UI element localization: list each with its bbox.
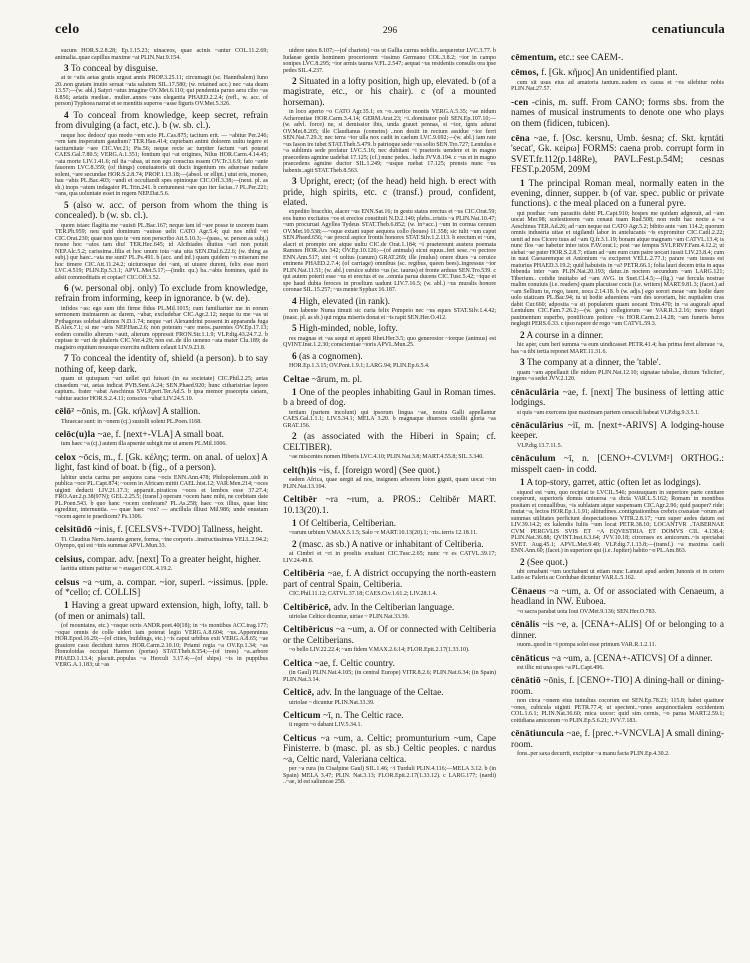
headword: Celticē, <box>283 688 315 699</box>
dictionary-entry <box>511 98 724 129</box>
citation-block <box>55 376 268 402</box>
page-header <box>0 0 750 40</box>
catchword-right: cenatiuncula <box>651 21 725 36</box>
headword: Celticum <box>283 711 321 722</box>
citation-text: non labente Numa timuit sic curia felix Pompeio nec ~us eques STAT.Silv.1.4.42; (masc. pl. as sb.) qui regna miseris donat et ~is rapit SEN.Her.O.412. <box>283 308 496 321</box>
sense-number: 4 <box>64 110 69 121</box>
entry-text: ~a ~um, a. [CENA+-ATICVS] Of a dinner. <box>551 653 713 664</box>
sense-definition <box>283 77 496 108</box>
headword: cēmentum, <box>511 53 557 63</box>
headword: cēlō² <box>55 407 75 418</box>
citation-text: ii regem ~o dabant LIV.5.34.1. <box>289 722 362 729</box>
dictionary-entry <box>283 495 496 516</box>
definition-text: (w. personal obj. only) To exclude from knowledge, refrain from informing, keep in ignorance. b (w. de). <box>55 284 268 305</box>
citation-text: est illic mi una spes ~a PL.Capt.496. <box>517 664 604 671</box>
citation-text: non circa ~onem eius tumultus cocorum est SEN.Ep.78.23; 115.8; habet quattuor ~ones, cubicula uiginti PETR.77.4; ut spectent..~ones aequinoctialem occidentem COL.1.6.1; PLIN.Nat.36.60; mica uocor: quid sim cernis, ~o parua MART.2.59.1; cottidiana amicorum ~o PLIN.Ep.5.6.21; JVV.7.183. <box>511 698 724 724</box>
sense-number: 5 <box>292 324 297 335</box>
sense-number: 1 <box>520 178 525 189</box>
sense-number: 3 <box>292 177 297 188</box>
citation-text: quam ut quisquam ~ari uellet qui fuisset (in ea societate) CIC.Phil.2.25; aetas cinaedum ~at, aetas indicat PVB.Sent.A.24; SEN.Phaed.920; hunc citharistriae lepore captum.. frater ~abat Aeschinus SVLP.peri.Ter.Ad.5. b ipsa memor praecepta canam, ~abitur auctor HOR.S.2.4.11; conscios ~abat LIV.24.5.10. <box>55 376 268 402</box>
citation-text: Thraecae sunt: in ~onem (cj.) sustolli solent PL.Poen.1168. <box>61 418 202 425</box>
column-right <box>511 48 724 786</box>
citation-block <box>511 751 724 758</box>
dictionary-entry <box>511 421 724 442</box>
dictionary-entry <box>283 688 496 698</box>
headword: Celtibēr <box>283 495 318 506</box>
definition-text: High, elevated (in rank). <box>298 296 391 307</box>
sense-definition <box>283 177 496 208</box>
citation-block <box>55 623 268 669</box>
dictionary-entry <box>283 466 496 476</box>
citation-text: at te ~atis aetas gratis urgeat annis PROP.3.25.11; circumagit (sc. Hannibalem) Iuno 20..non gratam inuito seruat ~ata salutem SIL.17.580; (w. retained acc.) nec ~ata deam 13.57;—(w. abl.) Satyri ~atus imagine OV.Met.6.110; qui pendentia paruo aera cibo ~as 8.856; aetatis mediae.. mulier..annos ~ans elegantia PHAED.2.2.4; (refl., w. acc. of person) Typhoea narrat et se mentitis superos ~asse figuris OV.Met.5.326. <box>55 75 268 108</box>
citation-block <box>283 454 496 461</box>
sense-number: 2 <box>520 557 525 568</box>
sense-number: 6 <box>292 351 297 362</box>
headword: Celtica <box>283 658 313 669</box>
citation-block <box>55 133 268 198</box>
citation-block <box>283 551 496 564</box>
headword: Celtibēricus <box>283 625 334 636</box>
headword: cēna <box>511 134 530 145</box>
citation-text: HOR.Ep.1.3.15; OV.Pont.1.9.1; LARG.94; PLIN.Ep.6.5.4. <box>289 363 430 370</box>
headword: cēnālis <box>511 620 540 631</box>
citation-block <box>55 419 268 426</box>
definition-text: Of Celtiberia, Celtiberian. <box>298 518 397 529</box>
citation-text: si quis ~am exercens ipse maximam partem cenaculi habeat VLP.dig.9.3.5.1. <box>517 409 700 416</box>
citation-block <box>283 530 496 537</box>
headword: Celticus <box>283 733 317 744</box>
entry-text: ~ī, n. The Celtic race. <box>323 711 404 722</box>
citation-block <box>283 410 496 430</box>
definition-text: A course in a dinner. <box>526 330 604 341</box>
citation-text: quom istaec flagitia me ~auisti PL.Bac.167; neque iam id ~are posse te uxorem tuam TER.Ph.959; neu quid dominum ~auisse uelit CATO Agr.5.4; qui nos nihil ~et CIC.Orat.230; quae non quo te ~em non perscribo Att.5.10.3;—(pass., w. person as subj.) nosne hoc ~atos tam diu! TER.Hec.645; id Alcibiades diutius ~ari non potuit NEP.Alc.5.2; carissima..filia et hoc unum tota ~ata uita SEN.Dial.6.22.6; (w. thing as subj.) qur haec..~ata me sunt? PL.Ps.491. b (acc. and inf.) quam quidem ~o miseram me hoc timere CIC.Att.11.24.2; uicturosque dei ~ant, ut uiuere durent, felix esse mori LVC.4.519; PLIN.Ep.5.3.1; APVL.Met.5.17;—(indir. qu.) ba..~abis homines, quid iis adsit commoditatis et copiae? CIC.Off.3.52. <box>55 222 268 281</box>
citation-block <box>283 308 496 321</box>
citation-block <box>283 700 496 707</box>
sense-number: 6 <box>64 284 69 295</box>
citation-text: quam ~am appellauit ille nidum PLIN.Nat.12.10; signatae tabulae, dictum 'feliciter', ingens ~a sedet JVV.2.120. <box>511 369 724 383</box>
citation-text: sucum HOR.S.2.8.28; Ep.1.15.23; uinaceos, quae acinis ~antur COL.11.2.69; animalia..quae capillus maxime ~at PLIN.Nat.9.154. <box>55 48 268 61</box>
citation-text: ubi cenabant ~um uocitabant ut etiam nunc Lanuui apud aedem Iunonis et in cetero Latio ac Faleris ac Cordubae dicuntur VAR.L.5.162. <box>511 568 724 582</box>
citation-block <box>55 75 268 108</box>
citation-text: uidere rates 8.107;—(of chariots) ~os ut Gallia currus nobilis..sequeretur LVC.3.77. b Iudaeae gentis hominem proceriorem ~issimo Germano COL.3.8.2; ~ior in campo sonipes LVC.8.295; ~ior armis taurus V.FL.2.547; aequat ~us residentis consulis ora ipse pedes SIL.4.237. <box>283 48 496 74</box>
headword: cēnātiuncula <box>511 729 565 740</box>
definition-text: A top-story, garret, attic (often let as lodgings). <box>526 478 701 489</box>
citation-text: at Cimbri et ~ri in proeliis exultant CIC.Tusc.2.65; nunc ~r es CATVL.39.17; LIV.24.49.8. <box>283 551 496 564</box>
sense-definition <box>283 352 496 362</box>
citation-block <box>511 342 724 355</box>
sense-number: 2 <box>292 539 297 550</box>
entry-text: compar. adv. [next] To a greater height, higher. <box>87 554 261 565</box>
sense-definition <box>55 601 268 622</box>
sense-definition <box>511 358 724 368</box>
dictionary-entry <box>511 587 724 608</box>
entry-text: adv. In the Celtiberian language. <box>333 602 455 613</box>
sense-definition <box>55 111 268 132</box>
definition-text: The principal Roman meal, normally eaten in the evening, dinner, supper. b (of var. spec. public or private functions). c the meal placed on a funeral pyre. <box>511 178 725 210</box>
headword: cēmos, <box>511 68 539 79</box>
entry-text: ~ra ~rum, a. PROS.: Celtibĕr MART. 10.13(20).1. <box>283 495 497 516</box>
citation-block <box>511 370 724 383</box>
citation-block <box>511 211 724 328</box>
text-columns <box>0 40 750 786</box>
definition-text: (also w. acc. of person from whom the thing is concealed). b (w. sb. cl.). <box>55 200 268 222</box>
sense-definition <box>55 284 268 305</box>
entry-text: f. [Gk. κῆμος] An unidentified plant. <box>541 68 678 79</box>
dictionary-entry <box>511 729 724 750</box>
entry-text: ~a ~um, a. Celtic; promunturium ~um, Cape Finisterre. b (masc. pl. as sb.) Celtic peoples. c nardus ~a, Celtic nard, Valeriana celtica. <box>283 733 497 765</box>
citation-block <box>55 566 268 573</box>
citation-text: labitur uncta carina per aequora cana ~ocis ENN.Ann.478; Philopolemum..uidi in publica ~oce PL.Capt.874; ~ocem in Africam mittit CAEL.hist.12; VAR.Men.214; ~oces uiginti deducti LIV.21.17.3; apparuit..piraticos ~oces et lembos esse 37.27.4; FRO.Aur.2.p.38(97N); GEL.2.25.5; (transf.) operam ~ocem hanc mihi, ne corbitam date PL.Poen.543. b quo hanc ~ocem conferam? PL.As.258; haec ~ox illius, quae hinc egreditur, internuntia. — quae haec ~ox? — ancillula illiust Mil.986; unde onustam ~ocem agere te praedicem? Ps.1306. <box>55 474 268 520</box>
dictionary-entry <box>283 734 496 765</box>
citation-text: fons..per saxa decurrit, excipitur ~a manu facta PLIN.Ep.4.30.2. <box>517 751 670 758</box>
column-middle <box>283 48 496 786</box>
entry-text: ~ōcis, m., f. [Gk. κέλης; term. on anal. of uelox] A light, fast kind of boat. b (fig., of a person). <box>55 452 268 474</box>
citation-block <box>55 48 268 61</box>
entry-text: ~ae, f. [prec.+-VNCVLA] A small dining-room. <box>511 729 725 750</box>
dictionary-entry <box>283 375 496 385</box>
entry-text: ~a ~um, a. Of or associated with Cenaeum, a headland in NW. Euboea. <box>511 586 725 608</box>
citation-text: qui posthac ~am parasitis dabit PL.Capt.910; hospes me quidam adgnouit, ad ~am uocat Mer.98; scelestiorem ~am cenaui tuam Rud.508; non redit hac nocte a ~a Aeschinus TER.Ad.26; ad ~am neque eat CATO Agr.5.2; bibito ante ~am 114.2; quorum omnis industria uitae et uigilandi labor in antelucanis ~is expromitur CIC.Catil.2.22; uenit ad nos Cicero tuus ad ~am Q.fr.3.1.19; bonam atque magnam ~am CATVL.13.4; is nunc flos ~ae habetur inter istos FAV.orat.1; post ~ae tempus SVLP.RVF.Fam.4.12.2; ut siebat ~ae pater HOR.S.2.8.7; etiam ad ~am eum cum patre uocari iussit LIV.23.8.4; cum in naui Caesaremque et Antonium ~a exciperet VELL.2.77.1; parare ~am iussus est maturius PHAED.3.19.2; quid habuistis in ~a? PETR.66.1; folia lauri decem trita in aqua bibenda inter ~am PLIN.Nat.20.193; datur..in noctem secundum ~am LARG.121; Tiberium.. cotidie inuitabo ad ~am AVG. in Suet.Cl.4.5;—(fig.) ~ae fercula nostrae malim conuiuis (i.e. readers) quam placuisse cocis (i.e. writers) MART.9.81.3; (facet.) ad ~am Sellium tu, rogo, taure, uoca 2.14.18. b (w. adjs.) ego sorori meae ~am hodie dare uolo uiaticam PL.Bac.94; tu ut hodie adueniens ~am des sororiam, hic nuptialem cras dabit Cur.660; adposita ~a sit popularem quam uocant Trin.470; in ~a augurali apud Lentulum CIC.Fam.7.26.2;—(w. gen.) collegiorum ~ae VAR.R.3.2.16; mero tinget pauimentum superbo, pontificum potiore ~is HOR.Carm.2.14.28; ~am funeris heres neglegit PERS.6.33. c ipso rapere de rogo ~am CATVL.59.3. <box>511 210 724 328</box>
definition-text: Having a great upward extension, high, lofty, tall. b (of men or animals) tall. <box>55 601 268 622</box>
headword: celt(h)is <box>283 465 317 476</box>
definition-text: The company at a dinner, the 'table'. <box>526 358 661 369</box>
entry-text: ~ae, f. Celtic country. <box>314 658 395 669</box>
dictionary-entry <box>511 454 724 475</box>
citation-block <box>283 766 496 786</box>
headword: celsitūdō <box>55 525 92 536</box>
headword: -cen <box>511 97 529 108</box>
entry-text: ~ārum, m. pl. <box>311 374 363 385</box>
citation-text: VLP.dig.13.7.11.5. <box>517 442 563 449</box>
sense-definition <box>283 432 496 453</box>
dictionary-entry <box>55 555 268 565</box>
sense-number: 1 <box>292 518 297 529</box>
sense-number: 1 <box>292 388 297 399</box>
citation-block <box>283 363 496 370</box>
dictionary-entry <box>283 659 496 669</box>
dictionary-entry <box>55 525 268 535</box>
sense-number: 7 <box>64 354 69 365</box>
sense-definition <box>511 558 724 568</box>
citation-text: eadem Africa, quae uergit ad nos, insignem arborem loton gignit, quam uocat ~im PLIN.Nat.13.104. <box>283 477 496 490</box>
citation-block <box>55 306 268 352</box>
headword: celōc(u)la <box>55 430 96 441</box>
dictionary-entry <box>283 625 496 646</box>
definition-text: (masc. as sb.) A native or inhabitant of Celtiberia. <box>298 539 484 550</box>
citation-text: (of mountains, etc.) ~osque ocris ANDR.poet.40(18); in ~is montibus ACC.trag.177; ~oque omnis de colle uideri iam poterat legio VERG.A.8.604; ~us..Appenninus HOR.Epod.16.29;—(of cities, buildings, etc.) ~is caput urbibus exit VERG.A.8.65; ~ae grauiore casu decidunt turres HOR.Carm.2.10.10; Priami regia ~a OV.Ep.1.34; ~as Homoloidas occupat Haemon (portas) STAT.Theb.8.354;—(of trees) ~a..arbore PHAED.1.13.4; placuit..populus ~a Herculi 3.17.4;—(of ships) ~is in puppibus VERG.A.1.183; ut ~as <box>55 623 268 669</box>
dictionary-entry <box>283 711 496 721</box>
citation-text: in loco aperto ~o CATO Agr.35.1; ex ~o..uertice montis VERG.A.5.35; ~ae nidum Acherontiae HOR.Carm.3.4.14; GERM.Arat.23; ~i..dominator poli SEN.Ep.107.10;—(w. advl. force) ne, si demissior ibis, unda grauet pennas, si ~ior, ignis adurat OV.Met.8.205; ille Claudianus (cometes) ..non desiit in rectum assidue ~ior ferri SEN.Nat.7.29.3; nec terra ~ior ulla nox cadit in caelum LVC.9.692;—(w. abl.) iam rate ~us Iason ire iubet STAT.Theb.5.479. b patrioque sede ~us solio SEN.Tro.727; Lentulus e ~a sublimis sede profatur LVC.5.16; nec dubitant ~i praetoris uendere et in magno praecedens agmine uadebat 17.125; (cf.) nunc pedes.. ludis JVV.8.194. c ~us et in magno praecedens agmine ductor SIL.1.249; ~usque ruebat 17.125; prensis nunc ~us habenis..agit STAT.Theb.8.563. <box>283 109 496 174</box>
headword: cēnātiō <box>511 676 541 687</box>
citation-block <box>511 665 724 672</box>
citation-text: CIC.Phil.11.12; CATVL.37.18; CAES.Civ.1.61.2; LIV.28.1.4. <box>289 591 438 598</box>
sense-definition <box>283 540 496 550</box>
citation-text: infidos ~as: ego sum tibi firme fidus PL.Mil.1015; cum familiariter me in eorum sermonem insinuarem ac darem, ~abar, excludebar CIC.Agr.2.12; neque tu me ~as ut Pythagoras solebat alienos N.D.1.74; neque ~ari Alexandrini possent in apparanda fuga B.Alex.7.1; si me ~aris NEP.Han.2.6; non poteram ~are meos..parentes OV.Ep.17.13; eodem consilio alterum ~auit, alterum oppressit FRON.Str.1.1.9; VLP.dig.43.24.7.2. b cupisse te ~ari de phaleris CIC.Ver.4.29; non est..de illo ueneno ~ata mater Clu.189; de magistro equitum nouoque exercitu militem celauit LIV.9.23.8. <box>55 305 268 351</box>
dictionary-entry <box>511 134 724 176</box>
dictionary-entry <box>511 388 724 409</box>
citation-block <box>511 490 724 555</box>
definition-text: (as associated with the Hiberi in Spain; cf. CELTIBER). <box>283 432 496 453</box>
entry-text: ~ae, f. [Osc. kersnu, Umb. śesna; cf. Skt. kṛntáti 'secat', Gk. κείρω] FORMS: caena prob. corrupt form in SVET.fr.112(p.148Re), PAVL.Fest.p.54M; cesnas FEST.p.205M, 209M <box>511 134 724 176</box>
column-left <box>55 48 268 786</box>
sense-number: 2 <box>520 330 525 341</box>
citation-text: uiriolae Celtice dicuntur, uiriae ~ PLIN.Nat.33.39. <box>289 613 409 620</box>
citation-block <box>283 209 496 294</box>
headword: cēnāculum <box>511 454 556 465</box>
citation-block <box>511 80 724 93</box>
entry-text: ~ōnis, m. [Gk. κήλων] A stallion. <box>76 407 201 418</box>
citation-text: laetitia uitium patitur se ~ euagari COL.4.19.2. <box>61 566 173 573</box>
sense-number: 3 <box>64 64 69 74</box>
entry-text: ~ae, f. [next] The business of letting attic lodgings. <box>511 387 724 409</box>
headword: celsus <box>55 577 80 588</box>
citation-block <box>283 647 496 654</box>
citation-block <box>55 537 268 550</box>
sense-definition <box>55 354 268 375</box>
definition-text: To conceal by disguise. <box>70 64 158 74</box>
citation-text: expedito bracchio, alacer ~us ENN.Sat.16; in gestu status erectus et ~us CIC.Orat.59; eos humo excitatos ~os et erectos constituit N.D.2.140; plebs..cristis ~a PLIN.Nat.10.47; ~um procuruat Agyllea Tydeus STAT.Theb.6.852; (w. in+acc.) ~um in cornua ceruum OV.Met.10.538;—~oque extant super aequora collo (boues) 11.358; sic tulit ~um caput SEN.Phaed.656; ~ae procul aspice frontis honores STAT.Silv.1.2.113. b erectum et ~um, alacri et prompto ore atque uultu CIC.de Orat.1.184; ~i praetereunt austera poemata Ramnes HOR.Ars 342; OV.Ep.10.126;—(of animals) sicut equus..fert sese..~o pectore ENN.Ann.517; sint ~i uoltus (canum) GRAT.269; ille (mulus) onere diues ~a ceruice eminens PHAED.2.7.4; (of carriage) omnibus (sc. regibus, queen bees)..ingressus ~ior PLIN.Nat.11.51; (w. abl.) ceruice subito ~us (sc. taurus) et fronte arduus SEN.Tro.539. c qui autem poterit esse ~us et erectus et ea ..omnia parua ducens CIC.Tusc.5.42; ~ique et spe haud dubia feroces in proelium uadunt LIV.7.16.5; (w. abl.) ~us muralis honore coronae SIL.15.257; ~us mente Syphax 16.187. <box>283 209 496 294</box>
citation-block <box>283 670 496 683</box>
citation-block <box>55 475 268 521</box>
citation-text: tertiam (partem incolunt) qui ipsorum lingua ~ae, nostra Galli appellantur CAES.Gal.1.1.1; LIV.5.34.1; MELA 3.20. b magnaque diuersos extollit gloria ~as GRAT.156. <box>283 409 496 429</box>
page-number: 296 <box>382 26 398 36</box>
citation-block <box>511 698 724 724</box>
headword: Celtibēricē, <box>283 602 332 613</box>
citation-text: tum haec ~a (cj.) autem illa apsente subigit me ut amem PL.Mil.1006. <box>61 441 227 448</box>
headword: Cēnaeus <box>511 586 546 597</box>
sense-definition <box>55 64 268 74</box>
citation-text: neque hoc dedocu' quo modo ~em scio PL.Cas.875; tacitum erit. — ~abitur Per.246; ~em tam insperatum gaudium? TER.Hau.414; cupiebam animi dolorem uultu tegere et taciturnitate ~are CIC.Ver.21; Pis.56; neque recte ac turpiter factum ~ari poterat CAES.Gal.7.80.5; VERG.A.1.351; fontium qui ~at origines, Nilus HOR.Carm.4.14.45; ~ata morte LIV.1.41.6; nil ita ~abas, ut non ego conscius essem OV.Tr.3.6.9; fato ~ante fauorem LVC.8.359; (of things) conuiuatoris uti ducis ingenium res aduersae nudare solent, ~are secundae HOR.S.2.8.74; PROP.1.13.18;—(absol. or ellipt.) utut eris, moneo, hau ~abis PL.Bac.403; ~andi et occultandi spes opinioque CIC.Off.3.38;—(neut. pl. as sb.) inops ~atum indagator PL.Trin.241. b certumnest ~are quo iter facias..? PL.Per.221; ~ans, qua uoluntate esset in regem NEP.Dat.5.6. <box>55 132 268 198</box>
citation-block <box>283 336 496 349</box>
entry-text: ~ae, f. [next+-VLA] A small boat. <box>97 430 224 441</box>
citation-block <box>55 441 268 448</box>
headword: cēnāticus <box>511 653 550 664</box>
citation-text: siquod est ~um, quo recipiat te LVCIL.546; posteaquam in superiore parte cenitare coeperunt, superioris domus uniuersa ~a dicta VAR.L.5.162; Romam in montibus positam et conuallibus, ~is sublatam atque suspensam CIC.Agr.2.96; quid pauper? ride: mutat ~a, lectos HOR.Ep.1.1.91; altitudines..contignationibus crebris coaxatae ~orum ad summas utilitates perficiunt despectationes VITR.2.8.17; ~um super aedes datum est LIV.39.14.2; ex kalendis Iuliis ~um locat PETR.38.10; LOCANTVR ..TABERNAE CVM PERGVLIS SVIS ET ~A EQVESTRIA ET DOMVS CIL 4.138.4; PLIN.Nat.36.88; QVINT.Inst.6.3.64; JVV.10.18; circenses ex amicorum..~is spectabat SVET. Aug.45.1; APVL.Met.9.40; VLP.dig.7.1.13.8;—(transf.) ~a maxima caeli ENN.Ann.60; (facet.) in superiore qui (i.e. Jupiter) habito ~o PL.Am.863. <box>511 489 724 555</box>
sense-definition <box>283 388 496 409</box>
dictionary-entry <box>511 68 724 78</box>
dictionary-entry <box>511 53 724 63</box>
dictionary-entry <box>283 569 496 590</box>
citation-text: ouom..quod in ~i pompa solet esse primum VAR.R.1.2.11. <box>517 642 657 649</box>
citation-text: ~rarum urbium V.MAX.5.1.5; Salo ~r MART.10.13(20).1; ~ris..terris 12.18.11. <box>289 530 478 537</box>
citation-block <box>511 642 724 649</box>
citation-text: ~ae miscentes nomen Hiberis LVC.4.10; PLIN.Nat.3.8; MART.4.55.8; SIL.3.340. <box>289 454 484 461</box>
citation-text: res magnas et ~as sequi et appeti Rhet.Her.3.5; quo generosior ~iorque (animus) est QVINT.Inst.1.2.30; conscientiae ~ioris APVL.Mun.25. <box>283 335 496 349</box>
catchword-left: celo <box>55 22 80 37</box>
citation-text: per ~a rura (in Cisalpine Gaul) SIL.1.46; ~i Turduli PLIN.4.116;—MELA 3.12. b (in Spain) MELA 3.47; PLIN. Nat.3.13; FLOR.Epit.2.17(1.33.12). c LARG.177; (nardi) ..~ae, id est saliuncae 258. <box>283 766 496 786</box>
dictionary-entry <box>511 676 724 697</box>
entry-text: ~a ~um, a. Of or connected with Celtiberia or the Celtiberians. <box>283 625 496 646</box>
entry-text: ~a ~um, a. compar. ~ior, superl. ~issimus. [pple. of *cello; cf. COLLIS] <box>55 577 268 598</box>
citation-text: ~o bello LIV.22.22.4; ~am fidem V.MAX.2.6.14; FLOR.Epit.2.17(1.33.10). <box>289 647 470 654</box>
citation-block <box>511 443 724 450</box>
definition-text: To conceal from knowledge, keep secret, refrain from divulging (a fact, etc.). b (w. sb. cl.). <box>55 110 268 132</box>
dictionary-entry <box>55 407 268 417</box>
citation-block <box>55 223 268 282</box>
headword: celsius, <box>55 554 85 565</box>
citation-text: hic aper, cum heri summa ~a eum uindicasset PETR.41.4; has prima feret alteraue ~a, has ~a tibi tertia reponet MART.11.31.6. <box>511 342 724 355</box>
dictionary-entry <box>283 603 496 613</box>
headword: cēnāculāria <box>511 387 560 398</box>
dictionary-entry <box>55 430 268 440</box>
definition-text: Situated in a lofty position, high up, elevated. b (of a magistrate, etc., or his chair). c (of a mounted horseman). <box>283 77 496 108</box>
entry-text: adv. In the language of the Celtae. <box>316 688 444 699</box>
dictionary-entry <box>55 578 268 599</box>
citation-block <box>511 410 724 417</box>
citation-text: Ti. Claudius Nero..iuuenis genere, forma, ~ine corporis ..instructissimus VELL.2.94.2; Olympo, qui est ~inis summae APVL.Mun.33. <box>55 536 268 550</box>
citation-text: uiriolae ~ dicuntur PLIN.Nat.33.39. <box>289 699 375 706</box>
sense-definition <box>511 331 724 341</box>
entry-text: ~ae, f. A district occupying the north-eastern part of central Spain, Celtiberia. <box>283 569 496 590</box>
dictionary-entry <box>511 620 724 641</box>
headword: cēnāculārius <box>511 421 564 431</box>
definition-text: One of the peoples inhabiting Gaul in Roman times. b a breed of dog. <box>283 388 496 409</box>
citation-text: (in Gaul) PLIN.Nat.4.105; (in central Europe) VITR.8.2.6; PLIN.Nat.6.34; (in Spain) PLIN.Nat.3.14. <box>283 670 496 683</box>
citation-block <box>283 48 496 74</box>
entry-text: ~inis, f. [CELSVS+-TVDO] Tallness, height. <box>94 525 263 536</box>
headword: Celtibēria <box>283 569 325 580</box>
headword: celox <box>55 452 77 463</box>
entry-text: ~is, f. [foreign word] (See quot.) <box>318 465 440 476</box>
sense-definition <box>511 179 724 210</box>
headword: Celtae <box>283 374 310 385</box>
sense-number: 2 <box>292 77 297 87</box>
definition-text: High-minded, noble, lofty. <box>298 324 398 335</box>
sense-definition <box>511 478 724 488</box>
entry-text: ~iī, m. [next+-ARIVS] A lodging-house keeper. <box>511 421 725 442</box>
sense-definition <box>283 297 496 307</box>
definition-text: To conceal the identity of, shield (a person). b to say nothing of, keep dark. <box>55 354 269 375</box>
sense-number: 3 <box>520 358 525 369</box>
citation-block <box>283 477 496 490</box>
sense-number: 4 <box>292 296 297 307</box>
citation-text: ~o sacra parabat uota Ioui OV.Met.9.136; SEN.Her.O.783. <box>517 608 657 615</box>
citation-block <box>283 109 496 174</box>
citation-block <box>283 722 496 729</box>
sense-number: 5 <box>64 200 69 211</box>
sense-definition <box>55 201 268 222</box>
citation-block <box>283 614 496 621</box>
dictionary-entry <box>511 654 724 664</box>
citation-block <box>511 609 724 616</box>
citation-block <box>511 569 724 582</box>
entry-text: ~ī, n. [CENO+-CVLVM²] ORTHOG.: misspelt caen- in codd. <box>511 454 724 475</box>
sense-number: 1 <box>520 478 525 489</box>
sense-number: 1 <box>64 601 69 612</box>
entry-text: -cinis, m. suff. From CANO; forms sbs. from the names of musical instruments to denote one who plays on them (fidicen, tubicen). <box>511 97 724 129</box>
entry-text: ~is ~e, a. [CENA+-ALIS] Of or belonging to a dinner. <box>511 620 724 641</box>
citation-text: cum sit usus eius ad amatoria tantum..eadem ex causa et ~os silebitur nobis PLIN.Nat.27.57. <box>511 79 724 93</box>
sense-number: 2 <box>292 432 297 443</box>
definition-text: Upright, erect; (of the head) held high. b erect with pride, high spirits, etc. c (transf.) proud, confident, elated. <box>283 177 496 209</box>
sense-definition <box>283 324 496 334</box>
entry-text: ~ōnis, f. [CENO+-TIO] A dining-hall or dining-room. <box>511 676 724 697</box>
definition-text: (See quot.) <box>526 557 568 568</box>
sense-definition <box>283 519 496 529</box>
definition-text: (as a cognomen). <box>298 351 363 362</box>
citation-block <box>283 591 496 598</box>
entry-text: etc.: see CAEM-. <box>558 53 624 63</box>
dictionary-entry <box>55 453 268 474</box>
